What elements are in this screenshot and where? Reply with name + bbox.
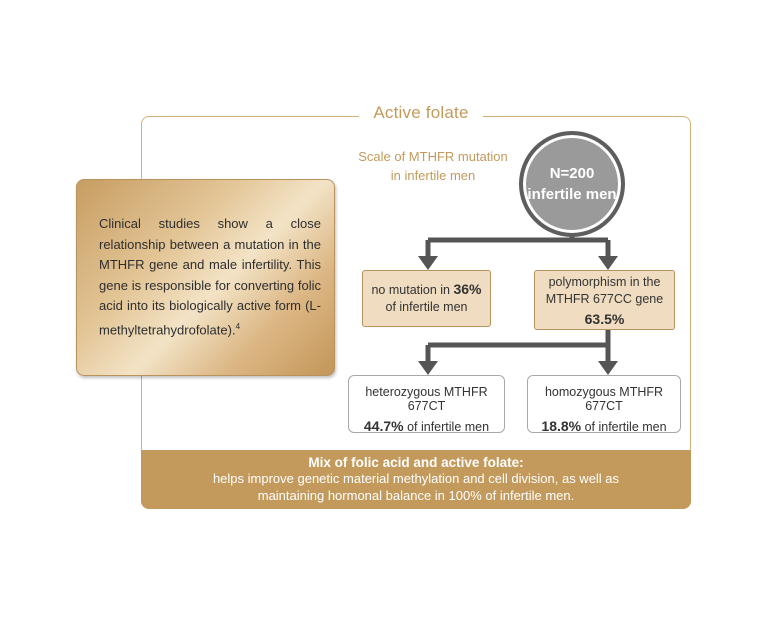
arrow-head-polymorphism [598, 256, 618, 270]
callout-footnote: 4 [235, 321, 241, 331]
callout-text-block [99, 214, 321, 340]
arrow-head-no-mutation [418, 256, 438, 270]
homozygous-label: homozygous MTHFR 677CT [544, 385, 664, 413]
polymorphism-line2: MTHFR 677CC gene [545, 292, 664, 306]
homozygous-suffix: of infertile men [581, 420, 667, 434]
connector-middle [428, 330, 608, 363]
polymorphism-box [534, 270, 675, 330]
diagram-heading: Active folate [359, 103, 483, 123]
info-callout [76, 179, 335, 376]
callout-text: Clinical studies show a close relationship between a mutation in the MTHFR gene and male infertility. This gene is responsible for converting folic acid into its biologically active form (L-methyltetrahydrofolate). [99, 216, 321, 337]
connector-top [428, 235, 608, 258]
polymorphism-line1: polymorphism in the [548, 275, 661, 289]
summary-title: Mix of folic acid and active folate: [308, 455, 524, 470]
heterozygous-percent: 44.7% [363, 418, 404, 434]
heterozygous-box [348, 375, 505, 433]
heterozygous-label: heterozygous MTHFR 677CT [365, 385, 488, 413]
no-mutation-prefix: no mutation in [371, 283, 454, 297]
homozygous-box [527, 375, 681, 433]
scale-label-line2: in infertile men [390, 168, 476, 183]
homozygous-percent: 18.8% [541, 418, 582, 434]
arrow-head-heterozygous [418, 361, 438, 375]
scale-label-line1: Scale of MTHFR mutation [358, 149, 508, 164]
no-mutation-suffix: of infertile men [385, 300, 468, 314]
population-label: infertile men [527, 186, 617, 203]
population-count: N=200 [549, 165, 595, 182]
no-mutation-box [362, 270, 491, 327]
heterozygous-suffix: of infertile men [403, 420, 490, 434]
polymorphism-percent: 63.5% [584, 311, 625, 327]
no-mutation-percent: 36% [453, 281, 482, 297]
summary-bar [141, 450, 691, 509]
arrow-head-homozygous [598, 361, 618, 375]
population-circle [519, 131, 625, 237]
summary-text: helps improve genetic material methylation and cell division, as well as maintaining hormonal balance in 100% of infertile men. [212, 471, 620, 503]
